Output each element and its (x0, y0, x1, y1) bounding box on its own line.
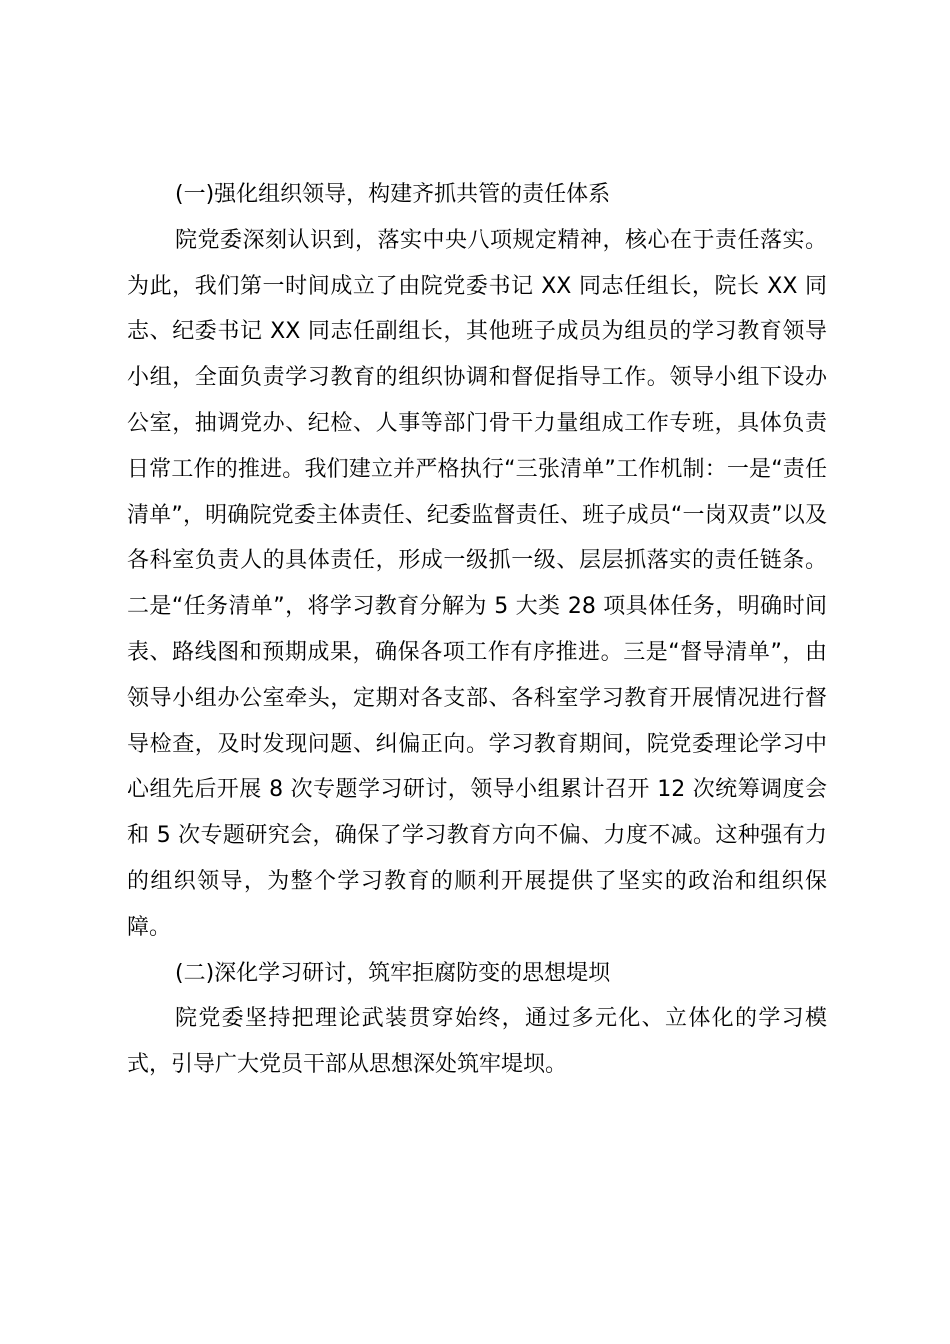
section-1-heading: (一)强化组织领导，构建齐抓共管的责任体系 (175, 182, 611, 207)
document-body (127, 172, 827, 1088)
section-2-heading: (二)深化学习研讨，筑牢拒腐防变的思想堤坝 (175, 960, 611, 986)
section-1-paragraph: 院党委深刻认识到，落实中央八项规定精神，核心在于责任落实。为此，我们第一时间成立了由院党委书记 XX 同志任组长，院长 XX 同志、纪委书记 XX 同志任副组长，其他班子成员为组员的学习教育领导小组，全面负责学习教育的组织协调和督促指导工作。领导小组下设办公室，抽调党办、纪检、人事等部门骨干力量组成工作专班，具体负责日常工作的推进。我们建立并严格执行“三张清单”工作机制：一是“责任清单”，明确院党委主体责任、纪委监督责任、班子成员“一岗双责”以及各科室负责人的具体责任，形成一级抓一级、层层抓落实的责任链条。二是“任务清单”，将学习教育分解为 5 大类 28 项具体任务，明确时间表、路线图和预期成果，确保各项工作有序推进。三是“督导清单”，由领导小组办公室牵头，定期对各支部、各科室学习教育开展情况进行督导检查，及时发现问题、纠偏正向。学习教育期间，院党委理论学习中心组先后开展 8 次专题学习研讨，领导小组累计召开 12 次统筹调度会和 5 次专题研究会，确保了学习教育方向不偏、力度不减。这种强有力的组织领导，为整个学习教育的顺利开展提供了坚实的政治和组织保障。 (127, 227, 827, 940)
section-2-paragraph: 院党委坚持把理论武装贯穿始终，通过多元化、立体化的学习模式，引导广大党员干部从思想深处筑牢堤坝。 (127, 1006, 827, 1078)
